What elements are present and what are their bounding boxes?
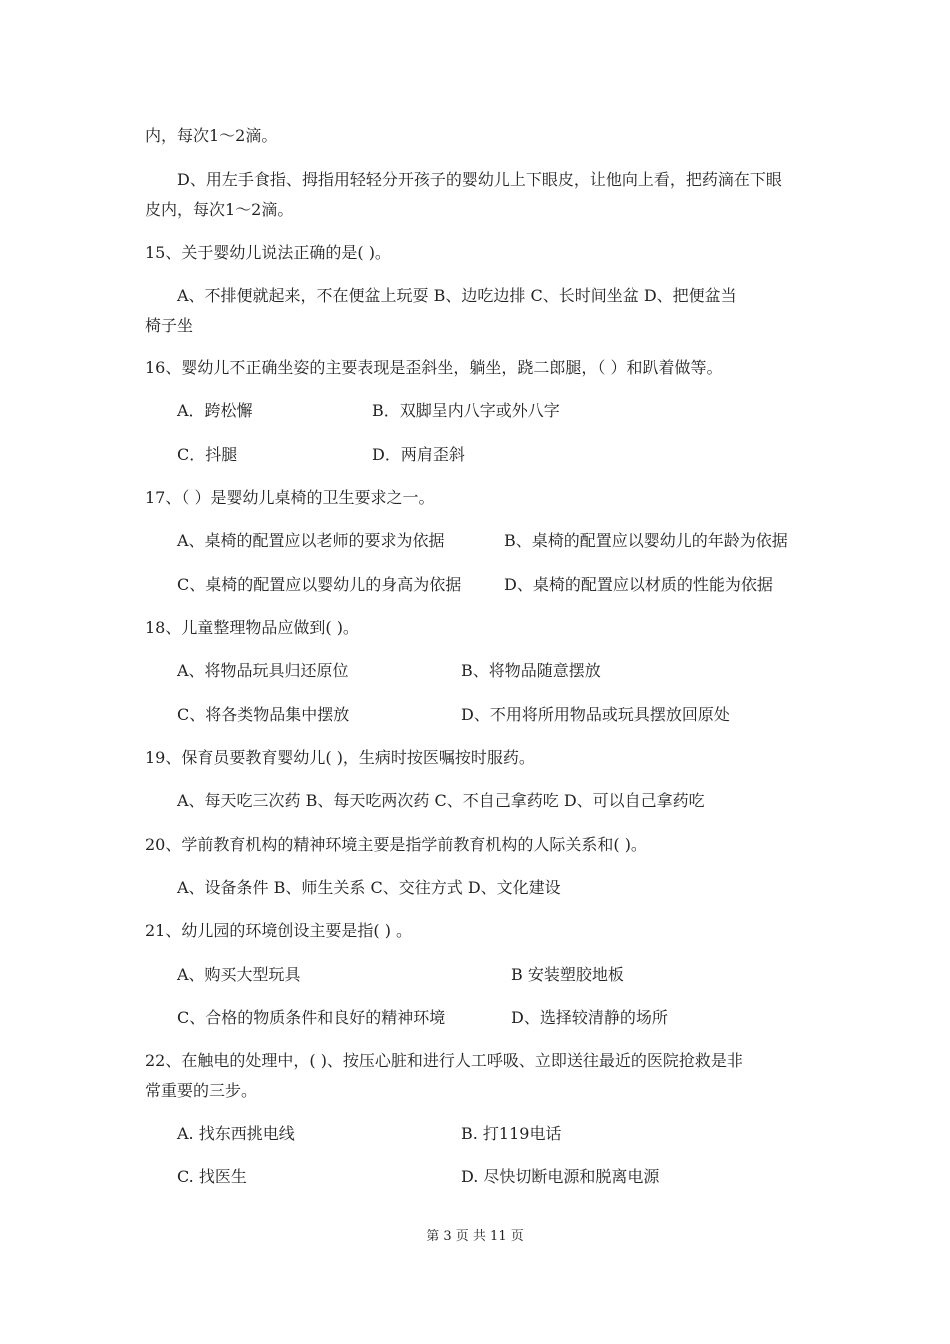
question-22-option-b: B. 打119电话 <box>461 1124 562 1143</box>
question-22-option-d: D. 尽快切断电源和脱离电源 <box>461 1167 660 1186</box>
question-18-option-d: D、不用将所用物品或玩具摆放回原处 <box>461 705 730 724</box>
question-16-option-c: C．抖腿 <box>177 445 238 464</box>
page-footer: 第 3 页 共 11 页 <box>426 1229 524 1244</box>
question-22-option-c: C. 找医生 <box>177 1167 247 1186</box>
question-18-option-b: B、将物品随意摆放 <box>461 661 601 680</box>
question-16-option-a: A．跨松懈 <box>177 401 253 420</box>
question-20-stem: 20、学前教育机构的精神环境主要是指学前教育机构的人际关系和( )。 <box>145 835 647 854</box>
question-15-options-line-2: 椅子坐 <box>145 316 194 335</box>
question-21-option-c: C、合格的物质条件和良好的精神环境 <box>177 1008 446 1027</box>
question-16-option-b: B．双脚呈内八字或外八字 <box>372 401 560 420</box>
continuation-line: 内，每次1～2滴。 <box>145 126 278 145</box>
question-16-stem: 16、婴幼儿不正确坐姿的主要表现是歪斜坐，躺坐，跷二郎腿，（ ）和趴着做等。 <box>145 358 723 377</box>
question-20-options: A、设备条件 B、师生关系 C、交往方式 D、文化建设 <box>177 878 561 897</box>
question-18-option-c: C、将各类物品集中摆放 <box>177 705 350 724</box>
question-17-option-c: C、桌椅的配置应以婴幼儿的身高为依据 <box>177 575 462 594</box>
question-19-options: A、每天吃三次药 B、每天吃两次药 C、不自己拿药吃 D、可以自己拿药吃 <box>177 791 705 810</box>
question-21-option-a: A、购买大型玩具 <box>177 965 301 984</box>
question-15-stem: 15、关于婴幼儿说法正确的是( )。 <box>145 243 391 262</box>
question-17-option-a: A、桌椅的配置应以老师的要求为依据 <box>177 531 445 550</box>
question-17-option-b: B、桌椅的配置应以婴幼儿的年龄为依据 <box>504 531 788 550</box>
question-18-stem: 18、儿童整理物品应做到( )。 <box>145 618 359 637</box>
option-d-line-1: D、用左手食指、拇指用轻轻分开孩子的婴幼儿上下眼皮，让他向上看，把药滴在下眼 <box>177 170 782 189</box>
question-18-option-a: A、将物品玩具归还原位 <box>177 661 349 680</box>
question-17-option-d: D、桌椅的配置应以材质的性能为依据 <box>504 575 773 594</box>
question-21-option-d: D、选择较清静的场所 <box>511 1008 668 1027</box>
option-d-line-2: 皮内，每次1～2滴。 <box>145 200 294 219</box>
question-15-options-line-1: A、不排便就起来，不在便盆上玩耍 B、边吃边排 C、长时间坐盆 D、把便盆当 <box>177 286 737 305</box>
question-21-option-b: B 安装塑胶地板 <box>511 965 624 984</box>
question-22-stem-line-2: 常重要的三步。 <box>145 1081 258 1100</box>
question-19-stem: 19、保育员要教育婴幼儿( )，生病时按医嘱按时服药。 <box>145 748 535 767</box>
question-22-stem-line-1: 22、在触电的处理中，( )、按压心脏和进行人工呼吸、立即送往最近的医院抢救是非 <box>145 1051 743 1070</box>
question-22-option-a: A. 找东西挑电线 <box>177 1124 295 1143</box>
question-21-stem: 21、幼儿园的环境创设主要是指( ) 。 <box>145 921 413 940</box>
question-17-stem: 17、（ ）是婴幼儿桌椅的卫生要求之一。 <box>145 488 435 507</box>
question-16-option-d: D．两肩歪斜 <box>372 445 465 464</box>
